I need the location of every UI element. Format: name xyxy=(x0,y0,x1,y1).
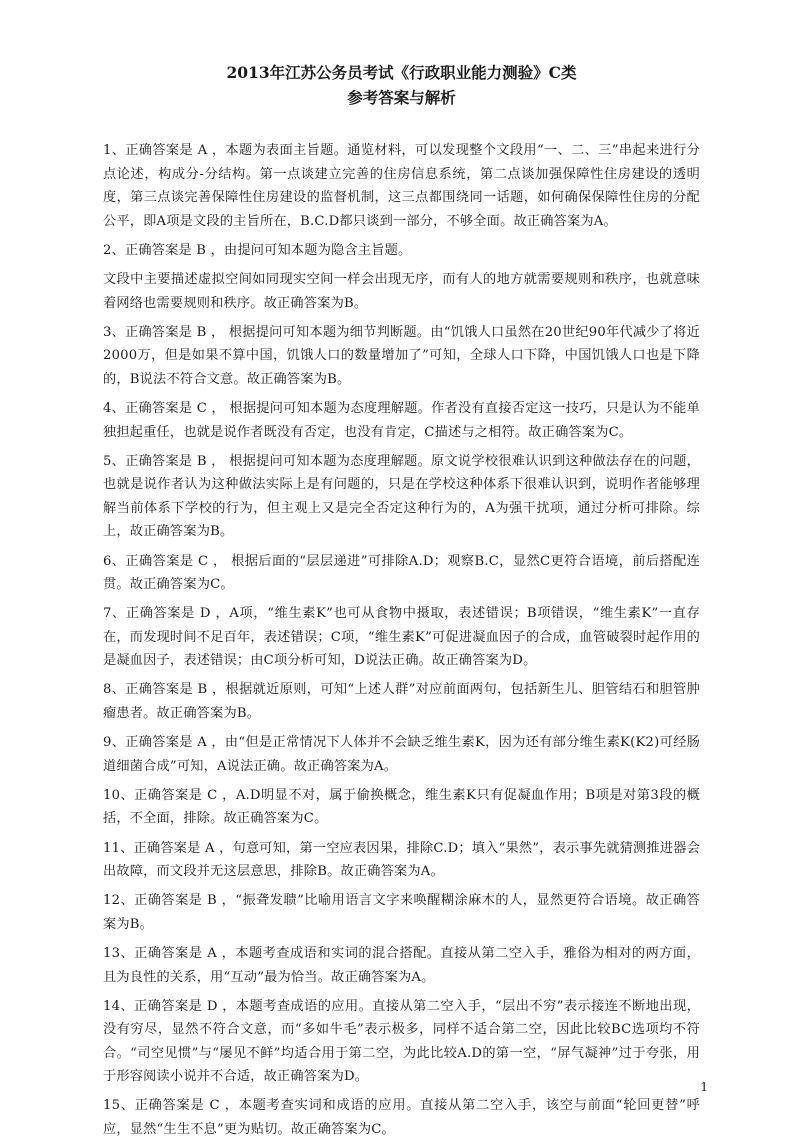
answer-item-9: 9、正确答案是 A ，由“但是正常情况下人体并不会缺乏维生素K，因为还有部分维生素K(K2)可经肠道细菌合成”可知，A说法正确。故正确答案为A。 xyxy=(103,735,700,774)
page-number: 1 xyxy=(700,1080,708,1094)
answer-item-3: 3、正确答案是 B ， 根据提问可知本题为细节判断题。由“饥饿人口虽然在20世纪90年代减少了将近2000万，但是如果不算中国，饥饿人口的数量增加了”可知，全球人口下降，中国饥饿人口也是下降的，B说法不符合文意。故正确答案为B。 xyxy=(103,324,700,387)
answer-item-2: 2、正确答案是 B ，由提问可知本题为隐含主旨题。 xyxy=(103,242,412,258)
answer-item-7: 7、正确答案是 D ，A项，“维生素K”也可从食物中摄取，表述错误；B项错误，“维生素K”一直存在，而发现时间不足百年，表述错误；C项，“维生素K”可促进凝血因子的合成，血管破裂时起作用的是凝血因子，表述错误；由C项分析可知，D说法正确。故正确答案为D。 xyxy=(103,606,700,669)
answer-item-13: 13、正确答案是 A ，本题考查成语和实词的混合搭配。直接从第二空入手，雅俗为相对的两方面，且为良性的关系，用“互动”最为恰当。故正确答案为A。 xyxy=(103,945,700,985)
answer-item-5: 5、正确答案是 B ， 根据提问可知本题为态度理解题。原文说学校很难认识到这种做法存在的问题，也就是说作者认为这种做法实际上是有问题的，只是在学校这种体系下很难认识到，说明作者能够理解当前体系下学校的行为，但主观上又是完全否定这种行为的，A为强干扰项，通过分析可排除。综上，故正确答案为B。 xyxy=(103,453,700,540)
answer-item-8: 8、正确答案是 B ，根据就近原则，可知“上述人群”对应前面两句，包括新生儿、胆管结石和胆管肿瘤患者。故正确答案为B。 xyxy=(103,682,700,722)
document-title: 2013年江苏公务员考试《行政职业能力测验》C类 xyxy=(226,63,577,82)
answer-item-10: 10、正确答案是 C ，A.D明显不对，属于偷换概念，维生素K只有促凝血作用；B项是对第3段的概括，不全面，排除。故正确答案为C。 xyxy=(103,787,700,827)
document-subtitle: 参考答案与解析 xyxy=(347,88,456,107)
answer-item-2-explanation: 文段中主要描述虚拟空间如同现实空间一样会出现无序，而有人的地方就需要规则和秩序，也就意味着网络也需要规则和秩序。故正确答案为B。 xyxy=(103,271,700,311)
answer-item-12: 12、正确答案是 B ，“振聋发聩”比喻用语言文字来唤醒糊涂麻木的人，显然更符合语境。故正确答案为B。 xyxy=(103,893,700,932)
answer-item-15: 15、正确答案是 C ，本题考查实词和成语的应用。直接从第二空入手，该空与前面“轮回更替”呼应，显然“生生不息”更为贴切。故正确答案为C。 xyxy=(103,1098,700,1138)
answer-item-1: 1、正确答案是 A ，本题为表面主旨题。通览材料，可以发现整个文段用“一、二、三”串起来进行分点论述，构成分-分结构。第一点谈建立完善的住房信息系统，第二点谈加强保障性住房建设的透明度，第三点谈完善保障性住房建设的监督机制，这三点都围绕同一话题，如何确保保障性住房的分配公平，即A项是文段的主旨所在，B.C.D都只谈到一部分，不够全面。故正确答案为A。 xyxy=(103,143,700,229)
answer-item-11: 11、正确答案是 A ，句意可知，第一空应表因果，排除C.D；填入“果然”，表示事先就猜测推进器会出故障，而文段并无这层意思，排除B。故正确答案为A。 xyxy=(103,840,700,880)
answer-item-6: 6、正确答案是 C ， 根据后面的“层层递进”可排除A.D；观察B.C，显然C更符合语境，前后搭配连贯。故正确答案为C。 xyxy=(103,553,700,593)
answer-list xyxy=(103,139,700,1142)
answer-item-4: 4、正确答案是 C ， 根据提问可知本题为态度理解题。作者没有直接否定这一技巧，只是认为不能单独担起重任，也就是说作者既没有否定，也没有肯定，C描述与之相符。故正确答案为C。 xyxy=(103,400,700,440)
answer-item-14: 14、正确答案是 D ，本题考查成语的应用。直接从第二空入手，“层出不穷”表示接连不断地出现，没有穷尽，显然不符合文意，而“多如牛毛”表示极多，同样不适合第二空，因此比较BC选项均不符合。“司空见惯”与“屡见不鲜”均适合用于第二空，为此比较A.D的第一空，“屏气凝神”过于夸张，用于形容阅读小说并不合适，故正确答案为D。 xyxy=(103,998,700,1085)
